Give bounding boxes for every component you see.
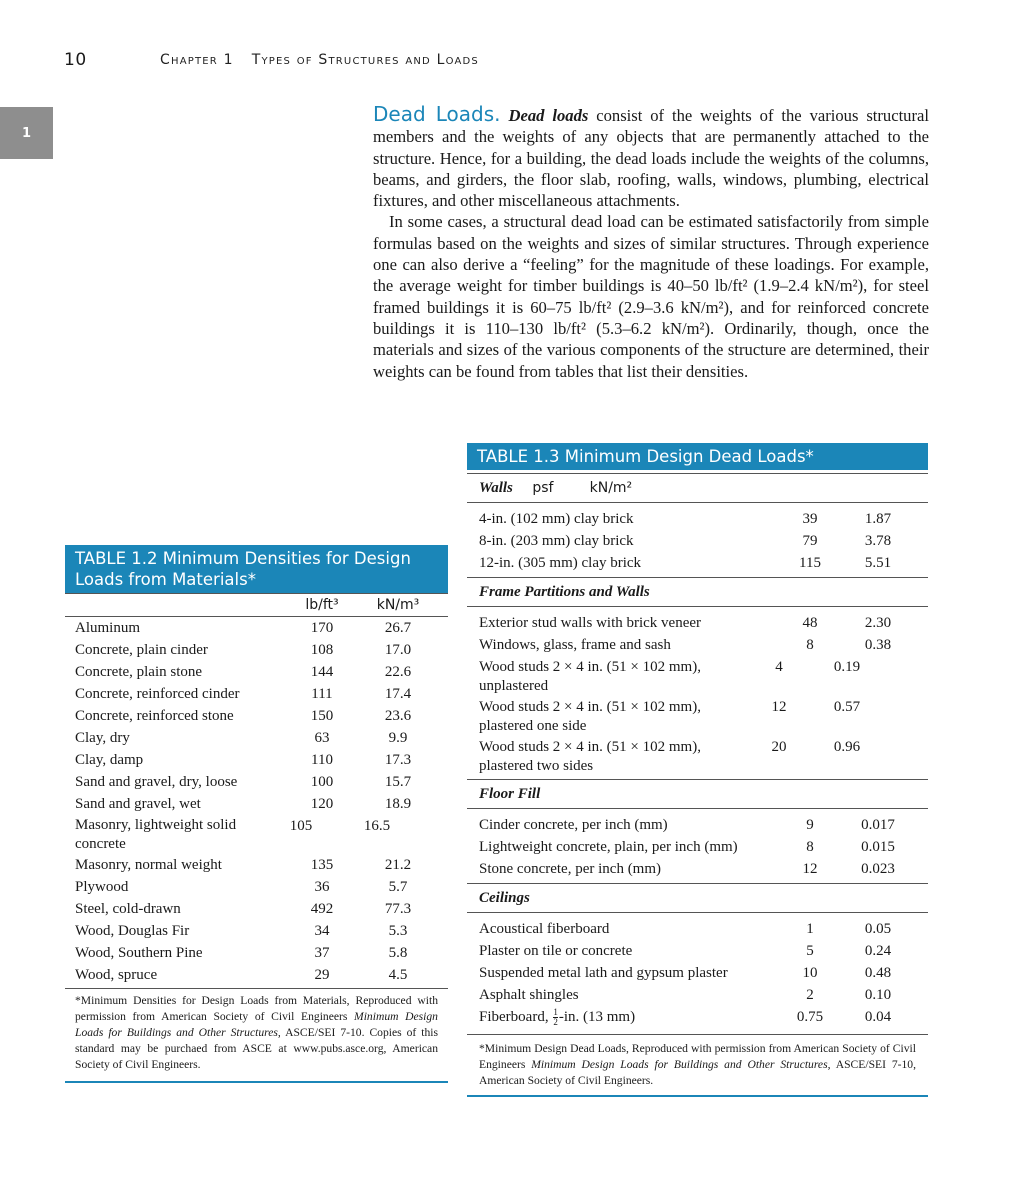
kn-m3-value: 26.7 [384, 620, 412, 636]
table-row [65, 793, 448, 815]
material-name: Aluminum [75, 620, 141, 636]
psf-value: 115 [799, 555, 821, 571]
table-row [467, 858, 928, 880]
kn-m2-value: 5.51 [864, 555, 892, 571]
lb-ft3-value: 120 [310, 796, 334, 812]
row-label: 12-in. (305 mm) clay brick [479, 555, 642, 571]
kn-m3-value: 23.6 [384, 708, 412, 724]
material-name: Sand and gravel, wet [75, 796, 201, 812]
table-row [467, 696, 928, 736]
category-ceilings: Ceilings [467, 883, 928, 913]
column-header-lb-ft3: lb/ft³ [305, 597, 339, 613]
kn-m3-value: 21.2 [384, 857, 412, 873]
lb-ft3-value: 110 [311, 752, 333, 768]
table-row [65, 964, 448, 986]
category-walls: Walls [479, 480, 513, 496]
table-row [65, 661, 448, 683]
table-row [467, 612, 928, 634]
fraction-one-half: $\frac{1}{2}$ [553, 1007, 558, 1028]
psf-value: 5 [806, 943, 814, 959]
psf-value: 8 [806, 637, 814, 653]
table-1-2-footnote [65, 988, 448, 1083]
kn-m3-value: 15.7 [384, 774, 412, 790]
table-1-3-note-italic: Minimum Design Loads for Buildings and Other Structures, [531, 1058, 831, 1071]
table-row [65, 898, 448, 920]
lb-ft3-value: 29 [314, 967, 330, 983]
kn-m2-value: 0.015 [861, 839, 895, 855]
table-row [65, 876, 448, 898]
lb-ft3-value: 100 [310, 774, 334, 790]
lb-ft3-value: 105 [289, 818, 313, 834]
table-row-fiberboard [467, 1006, 928, 1028]
table-1-2-note-italic: Minimum Design Loads for Buildings and Other Structures, [75, 1010, 438, 1039]
section-body [373, 104, 929, 382]
paragraph-1 [373, 104, 929, 211]
walls-category-header [467, 473, 928, 503]
page-number: 10 [64, 50, 87, 70]
row-label: Wood studs 2 × 4 in. (51 × 102 mm), plastered one side [479, 699, 701, 734]
column-header-psf: psf [532, 480, 554, 496]
chapter-tab: 1 [0, 107, 53, 159]
table-row [467, 530, 928, 552]
row-label: Cinder concrete, per inch (mm) [479, 817, 668, 833]
lb-ft3-value: 36 [314, 879, 330, 895]
table-1-3-note-a: *Minimum Design Dead Loads, Reproduced with permission from American Society of Civil Engineers [479, 1042, 916, 1071]
psf-value: 1 [806, 921, 814, 937]
table-row [65, 683, 448, 705]
table-row [65, 749, 448, 771]
material-name: Clay, dry [75, 730, 130, 746]
category-frame-partitions: Frame Partitions and Walls [467, 577, 928, 607]
paragraph-1-text: consist of the weights of the various structural members and the weights of any objects that are permanently attached to the structure. Hence, for a building, the dead loads include the weights of the columns, beams, and girders, the floor slab, roofing, walls, windows, plumbing, electrical fixtures, and other miscellaneous attachments. [373, 106, 929, 211]
column-header-kn-m3: kN/m³ [376, 597, 420, 613]
material-name: Sand and gravel, dry, loose [75, 774, 238, 790]
kn-m3-value: 5.8 [388, 945, 408, 961]
kn-m2-value: 2.30 [864, 615, 892, 631]
kn-m3-value: 4.5 [388, 967, 408, 983]
psf-value: 8 [806, 839, 814, 855]
table-row [467, 962, 928, 984]
table-row [65, 705, 448, 727]
kn-m2-value: 1.87 [864, 511, 892, 527]
material-name: Clay, damp [75, 752, 144, 768]
psf-value: 10 [802, 965, 818, 981]
lb-ft3-value: 170 [310, 620, 334, 636]
table-1-2-note-a: *Minimum Densities for Design Loads from Materials, Reproduced with permission from American Society of Civil Engineers [75, 994, 438, 1023]
row-label: Plaster on tile or concrete [479, 943, 633, 959]
row-label: Fiberboard, $\frac{1}{2}$ -in. (13 mm) [479, 1007, 636, 1028]
section-heading: Dead Loads. [373, 102, 501, 126]
row-label: Windows, glass, frame and sash [479, 637, 671, 653]
psf-value: 48 [802, 615, 818, 631]
table-1-3-note-b: ASCE/SEI 7-10, American Society of Civil Engineers. [479, 1058, 917, 1087]
psf-value: 12 [802, 861, 818, 877]
table-row [65, 815, 448, 854]
material-name: Concrete, plain stone [75, 664, 203, 680]
table-row [65, 771, 448, 793]
table-row [467, 634, 928, 656]
table-row [467, 918, 928, 940]
psf-value: 20 [771, 739, 787, 755]
material-name: Wood, spruce [75, 967, 158, 983]
table-row [65, 639, 448, 661]
psf-value: 39 [802, 511, 818, 527]
running-head-chapter: Chapter 1 [160, 52, 234, 68]
running-head [160, 52, 497, 68]
material-name: Wood, Douglas Fir [75, 923, 190, 939]
walls-rows [467, 508, 928, 574]
kn-m2-value: 0.10 [864, 987, 892, 1003]
kn-m3-value: 77.3 [384, 901, 412, 917]
psf-value: 9 [806, 817, 814, 833]
table-row [467, 552, 928, 574]
material-name: Steel, cold-drawn [75, 901, 181, 917]
table-1-2-body [65, 617, 448, 986]
table-1-2-title: TABLE 1.2 Minimum Densities for Design Loads from Materials* [65, 545, 448, 593]
material-name: Concrete, plain cinder [75, 642, 208, 658]
lb-ft3-value: 144 [310, 664, 334, 680]
psf-value: 12 [771, 699, 787, 715]
table-row [467, 508, 928, 530]
kn-m2-value: 3.78 [864, 533, 892, 549]
psf-value: 0.75 [796, 1009, 824, 1025]
material-name: Concrete, reinforced cinder [75, 686, 240, 702]
lb-ft3-value: 63 [314, 730, 330, 746]
kn-m3-value: 18.9 [384, 796, 412, 812]
table-row [65, 727, 448, 749]
lb-ft3-value: 135 [310, 857, 334, 873]
kn-m3-value: 9.9 [388, 730, 408, 746]
table-row [467, 836, 928, 858]
column-header-kn-m2: kN/m² [589, 480, 633, 496]
table-1-2-header [65, 593, 448, 617]
kn-m3-value: 5.7 [388, 879, 408, 895]
kn-m2-value: 0.19 [833, 659, 861, 675]
row-label: Wood studs 2 × 4 in. (51 × 102 mm), plastered two sides [479, 739, 701, 774]
row-label: Lightweight concrete, plain, per inch (mm) [479, 839, 738, 855]
kn-m2-value: 0.24 [864, 943, 892, 959]
psf-value: 2 [806, 987, 814, 1003]
row-label: Exterior stud walls with brick veneer [479, 615, 702, 631]
kn-m3-value: 5.3 [388, 923, 408, 939]
kn-m2-value: 0.017 [861, 817, 895, 833]
category-floor-fill: Floor Fill [467, 779, 928, 809]
material-name: Wood, Southern Pine [75, 945, 203, 961]
material-name: Plywood [75, 879, 129, 895]
table-row [65, 617, 448, 639]
table-row [65, 942, 448, 964]
kn-m2-value: 0.04 [864, 1009, 892, 1025]
kn-m2-value: 0.96 [833, 739, 861, 755]
row-label: Wood studs 2 × 4 in. (51 × 102 mm), unplastered [479, 659, 701, 694]
table-1-3-title: TABLE 1.3 Minimum Design Dead Loads* [467, 443, 928, 470]
row-label: Stone concrete, per inch (mm) [479, 861, 662, 877]
kn-m3-value: 16.5 [363, 818, 391, 834]
table-row [65, 854, 448, 876]
paragraph-2: In some cases, a structural dead load can be estimated satisfactorily from simple formulas based on the weights and sizes of similar structures. Through experience one can also derive a “feeling” for the magnitude of these loadings. For example, the average weight for timber buildings is 40–50 lb/ft² (1.9–2.4 kN/m²), for steel framed buildings it is 60–75 lb/ft² (2.9–3.6 kN/m²), and for reinforced concrete buildings it is 110–130 lb/ft² (5.3–6.2 kN/m²). Ordinarily, though, once the materials and sizes of the various components of the structure are determined, their weights can be found from tables that list their densities. [373, 212, 929, 381]
kn-m2-value: 0.38 [864, 637, 892, 653]
table-row [467, 656, 928, 696]
row-label: Acoustical fiberboard [479, 921, 610, 937]
psf-value: 4 [775, 659, 783, 675]
table-row [467, 736, 928, 776]
lb-ft3-value: 34 [314, 923, 330, 939]
kn-m3-value: 17.0 [384, 642, 412, 658]
kn-m2-value: 0.023 [861, 861, 895, 877]
psf-value: 79 [802, 533, 818, 549]
kn-m3-value: 22.6 [384, 664, 412, 680]
kn-m2-value: 0.48 [864, 965, 892, 981]
lb-ft3-value: 108 [310, 642, 334, 658]
kn-m2-value: 0.05 [864, 921, 892, 937]
material-name: Masonry, normal weight [75, 857, 222, 873]
ceilings-rows [467, 918, 928, 1006]
table-row [467, 814, 928, 836]
running-head-title: Types of Structures and Loads [251, 52, 479, 68]
row-label: 8-in. (203 mm) clay brick [479, 533, 634, 549]
term-dead-loads: Dead loads [508, 106, 589, 125]
table-1-2-note-b: ASCE/SEI 7-10. Copies of this standard may be purchaed from ASCE at www.pubs.asce.org, American Society of Civil Engineers. [75, 1026, 439, 1071]
lb-ft3-value: 150 [310, 708, 334, 724]
table-1-3-footnote [467, 1034, 928, 1097]
floor-fill-rows [467, 814, 928, 880]
lb-ft3-value: 37 [314, 945, 330, 961]
kn-m3-value: 17.3 [384, 752, 412, 768]
row-label: 4-in. (102 mm) clay brick [479, 511, 634, 527]
table-row [467, 984, 928, 1006]
kn-m2-value: 0.57 [833, 699, 861, 715]
kn-m3-value: 17.4 [384, 686, 412, 702]
lb-ft3-value: 492 [310, 901, 334, 917]
row-label: Asphalt shingles [479, 987, 579, 1003]
material-name: Concrete, reinforced stone [75, 708, 234, 724]
table-1-2 [65, 545, 448, 1083]
frame-rows [467, 612, 928, 776]
lb-ft3-value: 111 [311, 686, 333, 702]
table-row [467, 940, 928, 962]
table-1-3 [467, 443, 928, 1097]
table-row [65, 920, 448, 942]
row-label: Suspended metal lath and gypsum plaster [479, 965, 728, 981]
material-name: Masonry, lightweight solid concrete [75, 817, 237, 852]
